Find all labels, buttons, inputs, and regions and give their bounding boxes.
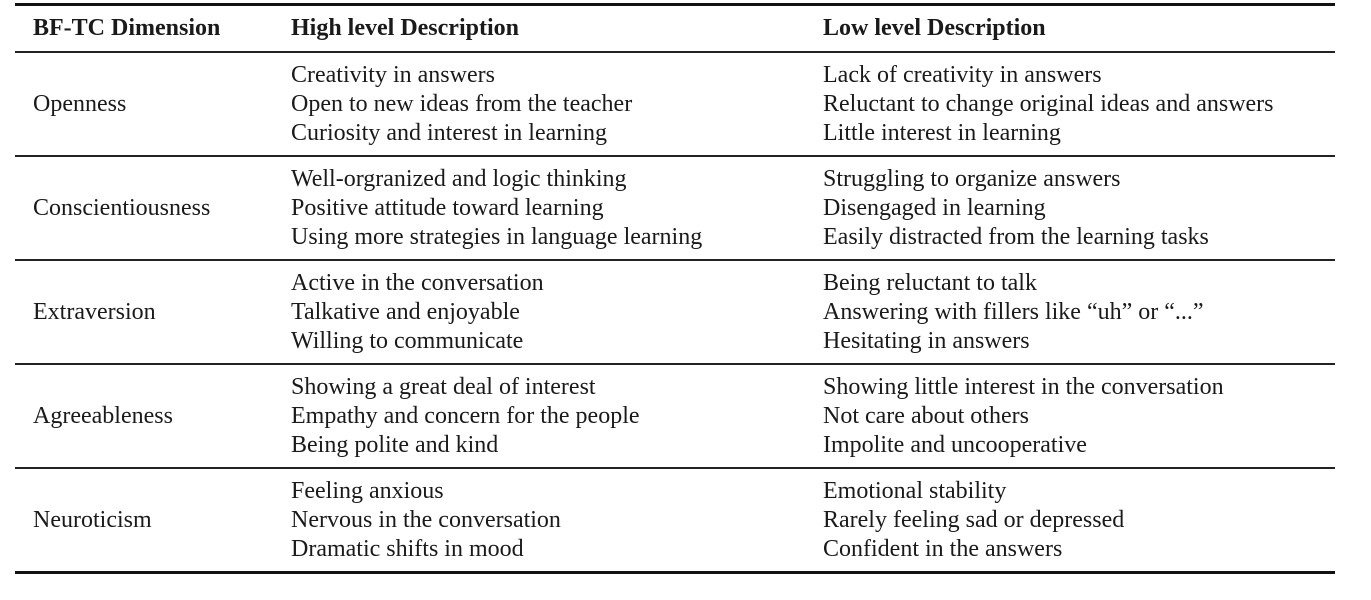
table-row-openness: [15, 53, 1335, 155]
table-row-conscientiousness: [15, 157, 1335, 259]
high-level-cell: [291, 61, 823, 148]
table-row-neuroticism: [15, 469, 1335, 571]
high-line: Nervous in the conversation: [291, 506, 561, 533]
low-line: Showing little interest in the conversation: [823, 373, 1224, 400]
low-line: Not care about others: [823, 402, 1029, 429]
low-line: Being reluctant to talk: [823, 269, 1037, 296]
low-line: Hesitating in answers: [823, 327, 1030, 354]
table-header-row: [15, 6, 1335, 51]
header-dimension: BF-TC Dimension: [33, 15, 221, 41]
dimension-cell: Openness: [33, 90, 127, 117]
header-low-level: Low level Description: [823, 15, 1046, 41]
header-high-level: High level Description: [291, 15, 519, 41]
table-row-agreeableness: [15, 365, 1335, 467]
low-level-cell: [823, 373, 1335, 460]
bf-tc-table: [15, 3, 1335, 574]
low-level-cell: [823, 165, 1335, 252]
low-line: Easily distracted from the learning tasks: [823, 223, 1209, 250]
dimension-cell: Neuroticism: [33, 506, 152, 533]
dimension-cell: Conscientiousness: [33, 194, 211, 221]
high-line: Being polite and kind: [291, 431, 499, 458]
high-level-cell: [291, 477, 823, 564]
low-line: Little interest in learning: [823, 119, 1061, 146]
dimension-cell: Extraversion: [33, 298, 156, 325]
low-line: Answering with fillers like “uh” or “...”: [823, 298, 1204, 325]
low-level-cell: [823, 269, 1335, 356]
high-line: Showing a great deal of interest: [291, 373, 596, 400]
low-line: Confident in the answers: [823, 535, 1063, 562]
low-level-cell: [823, 61, 1335, 148]
table-row-extraversion: [15, 261, 1335, 363]
high-line: Active in the conversation: [291, 269, 544, 296]
low-line: Lack of creativity in answers: [823, 61, 1102, 88]
high-line: Feeling anxious: [291, 477, 444, 504]
high-line: Creativity in answers: [291, 61, 495, 88]
low-line: Emotional stability: [823, 477, 1007, 504]
high-line: Curiosity and interest in learning: [291, 119, 607, 146]
high-line: Using more strategies in language learning: [291, 223, 703, 250]
high-line: Positive attitude toward learning: [291, 194, 604, 221]
high-line: Empathy and concern for the people: [291, 402, 640, 429]
low-line: Impolite and uncooperative: [823, 431, 1087, 458]
dimension-cell: Agreeableness: [33, 402, 173, 429]
low-line: Disengaged in learning: [823, 194, 1046, 221]
high-line: Open to new ideas from the teacher: [291, 90, 633, 117]
low-line: Rarely feeling sad or depressed: [823, 506, 1125, 533]
high-level-cell: [291, 269, 823, 356]
low-line: Struggling to organize answers: [823, 165, 1121, 192]
high-line: Talkative and enjoyable: [291, 298, 520, 325]
high-line: Well-orgranized and logic thinking: [291, 165, 627, 192]
low-line: Reluctant to change original ideas and answers: [823, 90, 1274, 117]
high-level-cell: [291, 373, 823, 460]
high-level-cell: [291, 165, 823, 252]
high-line: Dramatic shifts in mood: [291, 535, 524, 562]
low-level-cell: [823, 477, 1335, 564]
high-line: Willing to communicate: [291, 327, 524, 354]
table-bottom-rule: [15, 571, 1335, 574]
